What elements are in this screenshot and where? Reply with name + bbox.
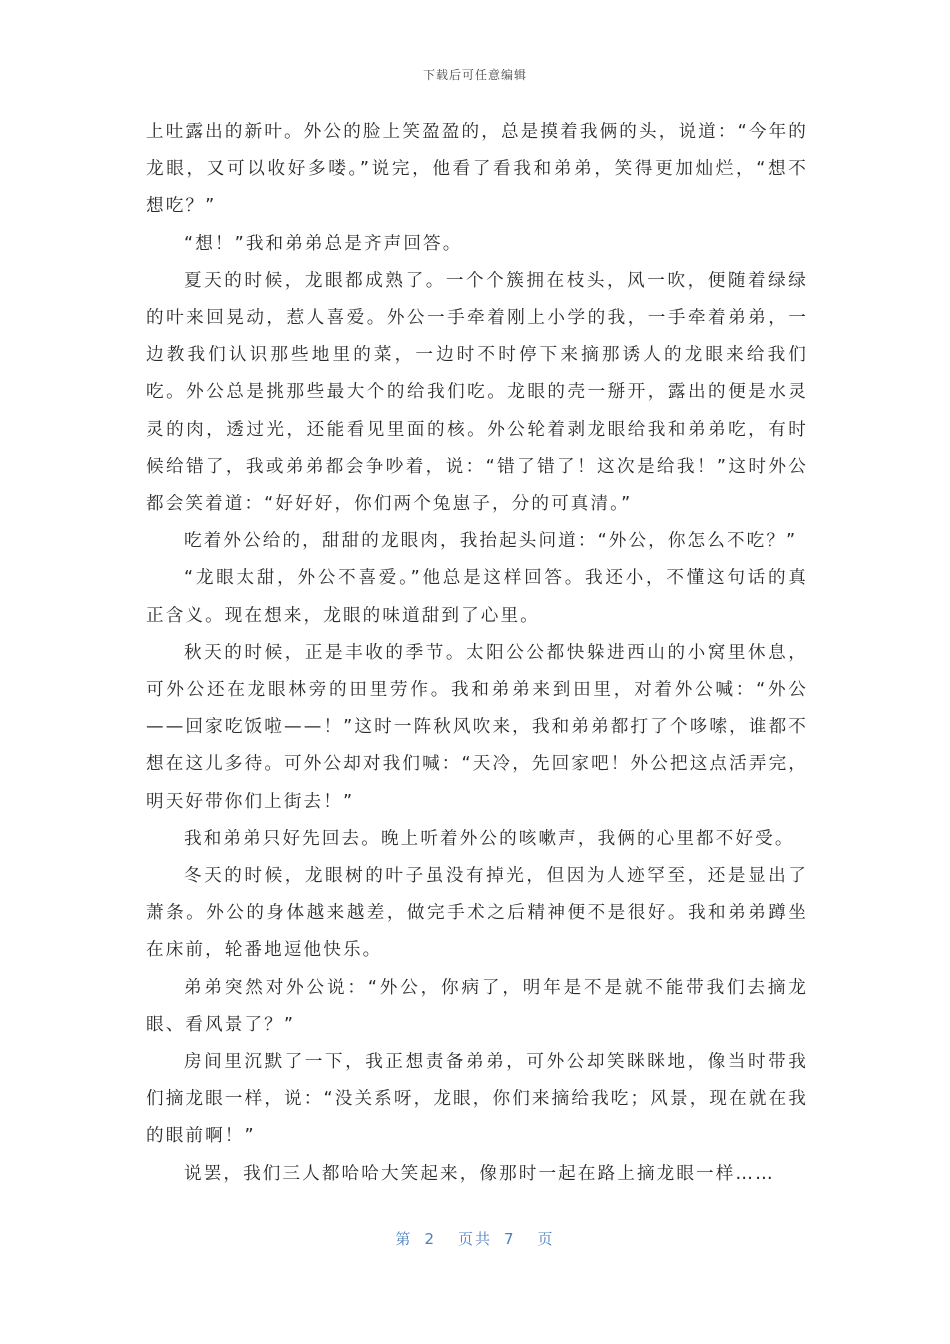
paragraph: 夏天的时候，龙眼都成熟了。一个个簇拥在枝头，风一吹，便随着绿绿的叶来回晃动，惹人喜爱。外公一手牵着刚上小学的我，一手牵着弟弟，一边教我们认识那些地里的菜，一边时不时停下来摘那诱人的龙眼来给我们吃。外公总是挑那些最大个的给我们吃。龙眼的壳一掰开，露出的便是水灵灵的肉，透过光，还能看见里面的核。外公轮着剥龙眼给我和弟弟吃，有时候给错了，我或弟弟都会争吵着，说：“错了错了！这次是给我！”这时外公都会笑着道：“好好好，你们两个兔崽子，分的可真清。” — [146, 270, 808, 515]
current-page-number: 2 — [424, 1230, 436, 1248]
footer-suffix: 页 — [537, 1230, 555, 1248]
footer-middle: 页共 — [457, 1230, 492, 1248]
paragraph: 说罢，我们三人都哈哈大笑起来，像那时一起在路上摘龙眼一样…… — [184, 1163, 775, 1184]
paragraph: “想！”我和弟弟总是齐声回答。 — [184, 233, 463, 254]
paragraph: 秋天的时候，正是丰收的季节。太阳公公都快躲进西山的小窝里休息，可外公还在龙眼林旁的田里劳作。我和弟弟来到田里，对着外公喊：“外公——回家吃饭啦——！”这时一阵秋风吹来，我和弟弟都打了个哆嗦，谁都不想在这儿多待。可外公却对我们喊：“天冷，先回家吧！外公把这点活弄完，明天好带你们上街去！” — [146, 642, 808, 812]
article-body — [146, 114, 808, 1193]
paragraph: “龙眼太甜，外公不喜爱。”他总是这样回答。我还小，不懂这句话的真正含义。现在想来，龙眼的味道甜到了心里。 — [146, 568, 808, 626]
page-number-footer — [0, 1228, 950, 1249]
paragraph: 冬天的时候，龙眼树的叶子虽没有掉光，但因为人迹罕至，还是显出了萧条。外公的身体越来越差，做完手术之后精神便不是很好。我和弟弟蹲坐在床前，轮番地逗他快乐。 — [146, 866, 808, 961]
paragraph: 弟弟突然对外公说：“外公，你病了，明年是不是就不能带我们去摘龙眼、看风景了？” — [146, 977, 808, 1035]
paragraph: 上吐露出的新叶。外公的脸上笑盈盈的，总是摸着我俩的头，说道：“今年的龙眼，又可以收好多喽。”说完，他看了看我和弟弟，笑得更加灿烂，“想不想吃？” — [146, 122, 808, 217]
page-header-note: 下载后可任意编辑 — [422, 68, 527, 82]
paragraph: 我和弟弟只好先回去。晚上听着外公的咳嗽声，我俩的心里都不好受。 — [184, 828, 795, 849]
paragraph: 房间里沉默了一下，我正想责备弟弟，可外公却笑眯眯地，像当时带我们摘龙眼一样，说：“没关系呀，龙眼，你们来摘给我吃；风景，现在就在我的眼前啊！” — [146, 1052, 808, 1147]
footer-prefix: 第 — [395, 1230, 413, 1248]
total-pages-number: 7 — [504, 1230, 516, 1248]
paragraph: 吃着外公给的，甜甜的龙眼肉，我抬起头问道：“外公，你怎么不吃？” — [184, 531, 798, 552]
